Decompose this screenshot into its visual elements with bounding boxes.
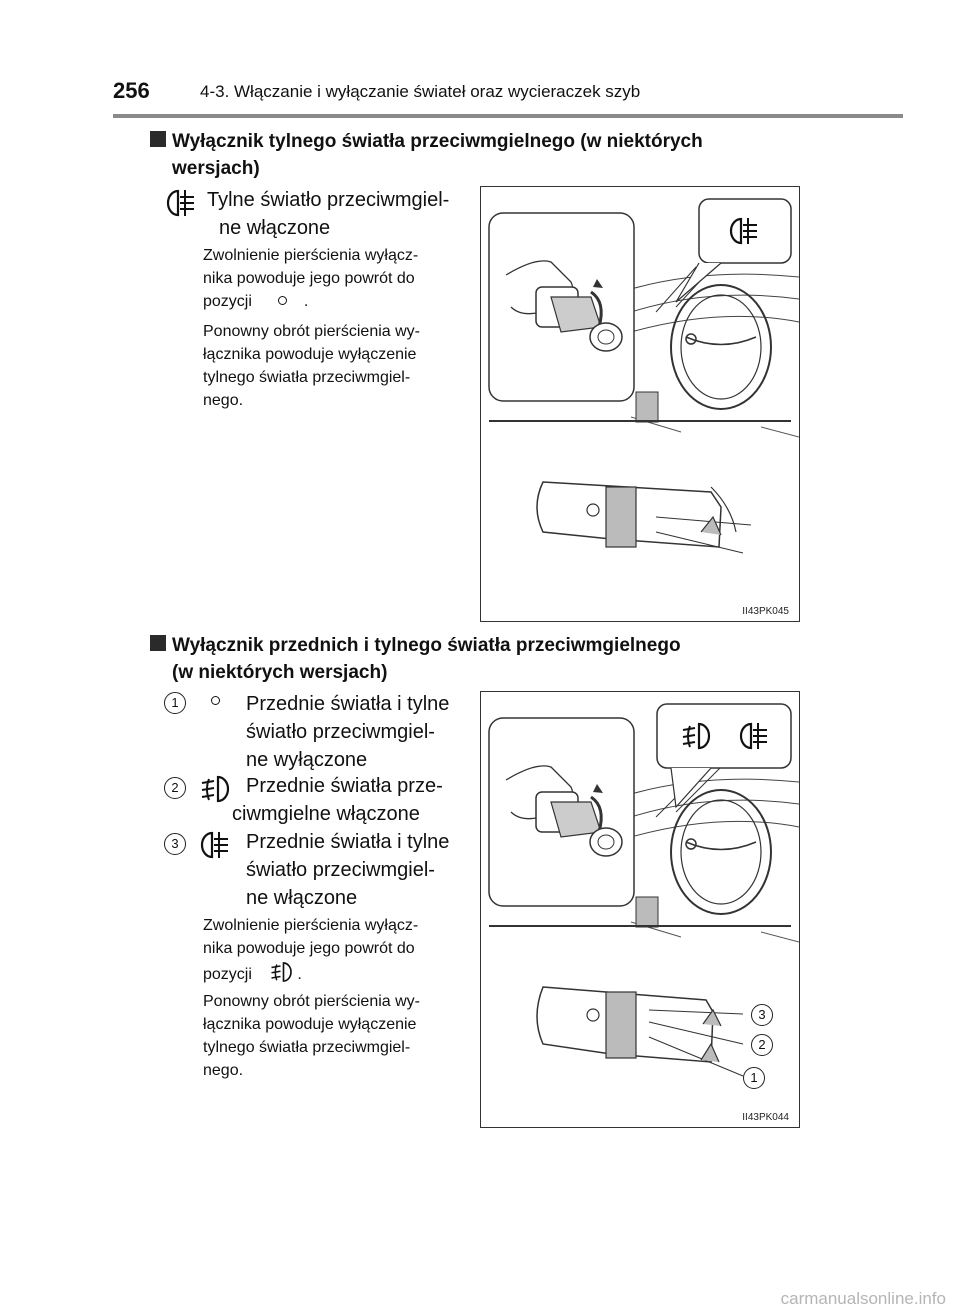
item-number-1: 1 — [164, 692, 186, 714]
page-header — [113, 78, 902, 114]
header-rule — [113, 114, 903, 118]
section-heading-front-rear-fog: Wyłącznik przednich i tylnego światła przeciwmgielnego (w niektórych wersjach) — [150, 632, 800, 688]
section-heading-rear-fog: Wyłącznik tylnego światła przeciwmgielnego (w niektórych wersjach) — [150, 128, 800, 184]
rear-fog-light-icon — [166, 187, 198, 219]
chapter-title: 4-3. Włączanie i wyłączanie świateł oraz wycieraczek szyb — [200, 82, 641, 101]
term-fog-all-off: Przednie światła i tylne światło przeciwmgiel- ne wyłączone — [246, 693, 450, 771]
rear-fog-light-icon — [200, 829, 232, 861]
off-position-icon — [211, 696, 220, 705]
paragraph-rotate: Ponowny obrót pierścienia wy- łącznika powoduje wyłączenie tylnego światła przeciwmgiel- nego. — [203, 323, 420, 409]
bullet-square-icon — [150, 635, 166, 651]
term-front-fog-on: Przednie światła prze- ciwmgielne włączone — [232, 775, 443, 825]
paragraph-release-2: Zwolnienie pierścienia wyłącz- nika powoduje jego powrót do pozycji . — [203, 917, 419, 983]
item-number-3: 3 — [164, 833, 186, 855]
callout-1: 1 — [743, 1067, 765, 1089]
term-fog-all-on: Przednie światła i tylne światło przeciwmgiel- ne włączone — [246, 831, 450, 909]
page-number: 256 — [113, 78, 150, 103]
figure-code: II43PK044 — [742, 1112, 789, 1123]
off-position-icon — [278, 296, 287, 305]
bullet-square-icon — [150, 131, 166, 147]
figure-front-rear-fog-switch — [480, 691, 800, 1128]
illustration-steering-column — [481, 187, 799, 621]
term-rear-fog-on: Tylne światło przeciwmgiel- ne włączone — [207, 189, 450, 239]
front-fog-light-icon — [270, 960, 294, 984]
figure-rear-fog-switch — [480, 186, 800, 622]
illustration-steering-column — [481, 692, 799, 1127]
item-number-2: 2 — [164, 777, 186, 799]
figure-code: II43PK045 — [742, 606, 789, 617]
callout-3: 3 — [751, 1004, 773, 1026]
paragraph-rotate-2: Ponowny obrót pierścienia wy- łącznika powoduje wyłączenie tylnego światła przeciwmgiel- nego. — [203, 993, 420, 1079]
watermark: carmanualsonline.info — [780, 1289, 946, 1308]
paragraph-release: Zwolnienie pierścienia wyłącz- nika powoduje jego powrót do pozycji . — [203, 247, 419, 310]
callout-2: 2 — [751, 1034, 773, 1056]
front-fog-light-icon — [200, 773, 232, 805]
